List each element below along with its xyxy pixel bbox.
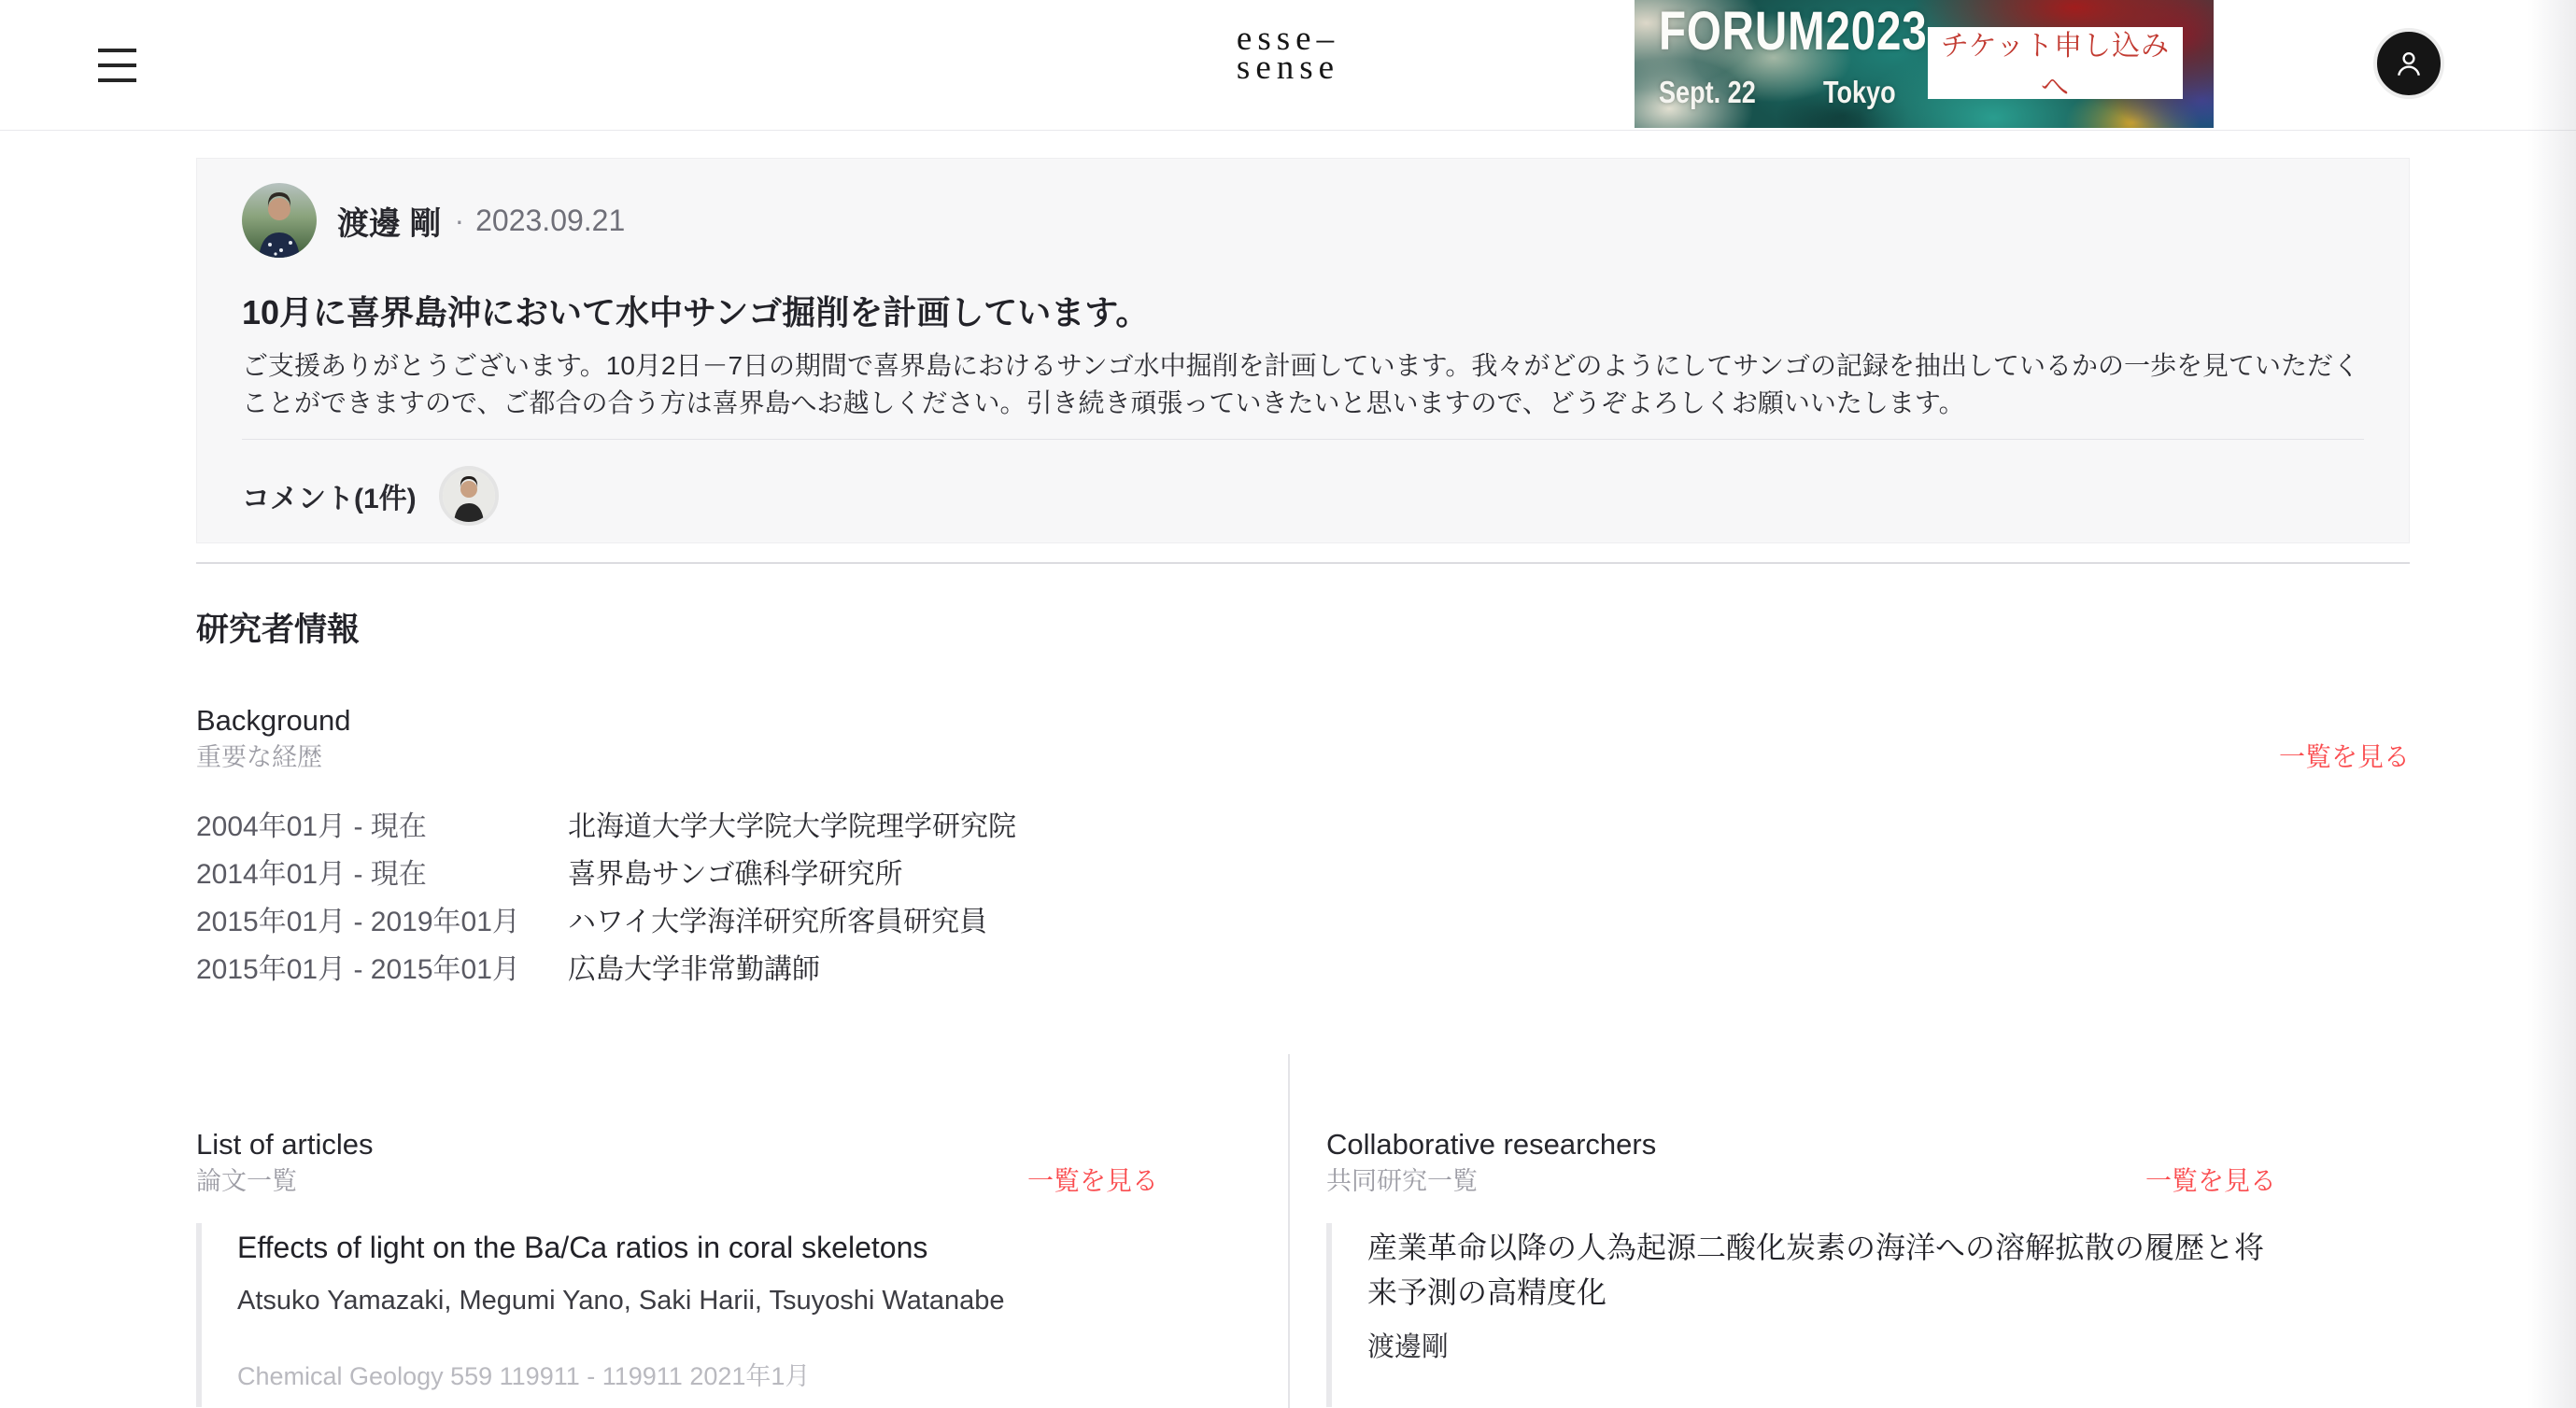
article-item[interactable] — [196, 1223, 1158, 1407]
logo-line-2: sense — [1236, 49, 1340, 87]
collaboration-item[interactable] — [1326, 1223, 2276, 1407]
banner-city: Tokyo — [1822, 75, 1896, 109]
post-title: 10月に喜界島沖において水中サンゴ掘削を計画しています。 — [242, 293, 1150, 331]
background-view-all-link[interactable]: 一覧を見る — [2278, 742, 2410, 771]
background-list — [196, 799, 2410, 990]
right-edge-shadow — [2527, 0, 2576, 1408]
background-row — [196, 894, 2410, 942]
post-author-row — [242, 159, 2364, 258]
author-date-separator: · — [454, 203, 465, 237]
background-title-en: Background — [196, 704, 351, 737]
article-authors: Atsuko Yamazaki, Megumi Yano, Saki Harii, Tsuyoshi Watanabe — [237, 1286, 1005, 1316]
background-period: 2014年01月 - 現在 — [196, 858, 427, 890]
forum-2023-banner[interactable] — [1635, 0, 2214, 128]
top-navigation-bar — [0, 0, 2576, 131]
account-button[interactable] — [2373, 28, 2444, 99]
author-avatar — [242, 183, 317, 258]
main-content — [196, 158, 2410, 1408]
banner-date: Sept. 22 — [1659, 75, 1756, 109]
post-card — [196, 158, 2410, 543]
background-row — [196, 847, 2410, 894]
articles-title-ja: 論文一覧 — [196, 1167, 297, 1195]
two-column-section — [196, 1090, 2276, 1408]
background-row — [196, 942, 2410, 990]
ticket-apply-button[interactable]: チケット申し込みへ — [1928, 27, 2183, 99]
person-icon — [2391, 46, 2427, 81]
collaborations-view-all-link[interactable]: 一覧を見る — [2144, 1166, 2276, 1195]
hamburger-icon — [98, 78, 136, 82]
section-divider — [196, 562, 2410, 564]
background-title-ja: 重要な経歴 — [196, 743, 322, 771]
collaboration-title: 産業革命以降の人為起源二酸化炭素の海洋への溶解拡散の履歴と将来予測の高精度化 — [1367, 1231, 2265, 1309]
post-body: ご支援ありがとうございます。10月2日－7日の期間で喜界島におけるサンゴ水中掘削を計画しています。我々がどのようにしてサンゴの記録を抽出しているかの一歩を見ていただくことができますので、ご都合の合う方は喜界島へお越しください。引き続き頑張っていきたいと思いますので、どうぞよろしくお願いいたします。 — [242, 351, 2360, 417]
logo-line-1: esse– — [1236, 20, 1340, 58]
comment-row — [242, 440, 2364, 542]
background-organization: 広島大学非常勤講師 — [568, 953, 820, 985]
background-section-header — [196, 702, 2410, 773]
background-organization: 喜界島サンゴ礁科学研究所 — [568, 858, 903, 890]
background-period: 2015年01月 - 2015年01月 — [196, 953, 520, 985]
articles-title-en: List of articles — [196, 1128, 374, 1161]
collaborations-column — [1326, 1090, 2276, 1408]
commenter-avatar — [439, 466, 499, 526]
background-organization: 北海道大学大学院大学院理学研究院 — [568, 810, 1016, 842]
researcher-info-heading: 研究者情報 — [196, 612, 361, 648]
hamburger-icon — [98, 49, 136, 52]
background-row — [196, 799, 2410, 847]
collaborations-title-en: Collaborative researchers — [1326, 1128, 1657, 1161]
collaborations-title-ja: 共同研究一覧 — [1326, 1167, 1478, 1195]
esse-sense-logo[interactable] — [1236, 20, 1340, 87]
article-journal: Chemical Geology 559 119911 - 119911 2021年1月 — [237, 1362, 811, 1390]
hamburger-icon — [98, 63, 136, 67]
collaborations-header — [1326, 1126, 2276, 1197]
article-title: Effects of light on the Ba/Ca ratios in coral skeletons — [237, 1231, 928, 1264]
articles-view-all-link[interactable]: 一覧を見る — [1026, 1166, 1158, 1195]
author-name: 渡邊 剛 — [337, 205, 442, 242]
hamburger-menu-button[interactable] — [98, 49, 136, 86]
background-organization: ハワイ大学海洋研究所客員研究員 — [568, 906, 988, 937]
background-period: 2004年01月 - 現在 — [196, 810, 427, 842]
articles-column — [196, 1090, 1158, 1408]
banner-title: FORUM2023 — [1659, 1, 1928, 62]
comments-toggle[interactable]: コメント(1件) — [242, 484, 417, 514]
background-period: 2015年01月 - 2019年01月 — [196, 906, 520, 937]
post-date: 2023.09.21 — [475, 203, 626, 237]
collaboration-researcher: 渡邊剛 — [1367, 1332, 1450, 1362]
articles-header — [196, 1126, 1158, 1197]
